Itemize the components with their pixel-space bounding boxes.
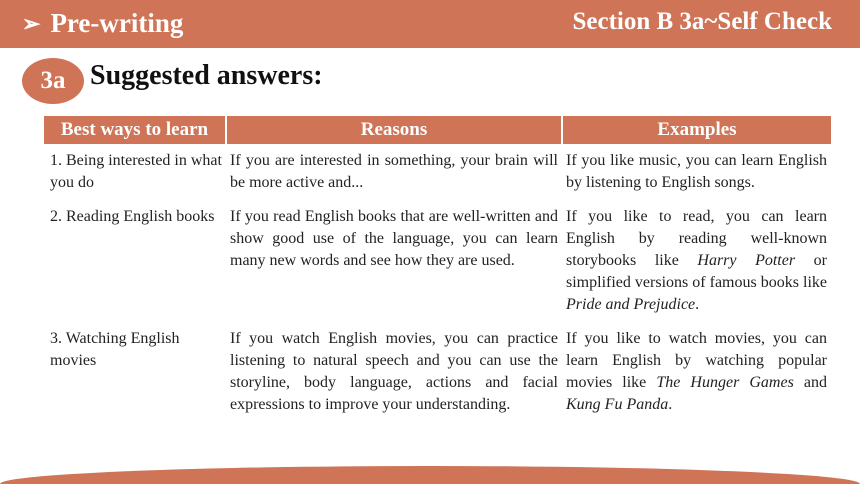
header-reasons: Reasons — [226, 116, 562, 144]
page-subtitle: Suggested answers: — [90, 60, 323, 91]
header-bar — [0, 0, 860, 48]
reason-cell: If you watch English movies, you can practice listening to natural speech and you can use the storyline, body language, actions and facial expressions to improve your understanding. — [230, 330, 558, 413]
pre-writing-label: Pre-writing — [50, 8, 184, 38]
activity-badge: 3a — [22, 58, 84, 104]
reason-cell: If you read English books that are well-written and show good use of the language, you can learn many new words and see how they are used. — [230, 208, 558, 269]
way-cell: 3. Watching English movies — [50, 330, 180, 369]
reason-cell: If you are interested in something, your brain will be more active and... — [230, 152, 558, 191]
way-cell: 2. Reading English books — [50, 208, 215, 225]
example-cell — [562, 200, 831, 322]
example-cell — [562, 322, 831, 422]
example-cell: If you like music, you can learn English by listening to English songs. — [566, 152, 827, 191]
section-title-left — [22, 8, 183, 39]
section-title-right: Section B 3a~Self Check — [572, 8, 832, 35]
arrow-bullet-icon: ➢ — [22, 10, 41, 36]
table-header-row — [44, 116, 831, 144]
header-examples: Examples — [562, 116, 831, 144]
table-row — [44, 200, 831, 322]
answers-table — [44, 116, 831, 422]
footer-bar — [0, 466, 860, 484]
table-row — [44, 144, 831, 200]
example-text: If you like to watch movies, you can learn English by watching popular movies like The Hunger Games and Kung Fu Panda. — [566, 330, 827, 413]
header-best-ways: Best ways to learn — [44, 116, 226, 144]
example-text: If you like to read, you can learn English by reading well-known storybooks like Harry Potter or simplified versions of famous books like Pride and Prejudice. — [566, 208, 827, 313]
way-cell: 1. Being interested in what you do — [50, 152, 222, 191]
table-row — [44, 322, 831, 422]
